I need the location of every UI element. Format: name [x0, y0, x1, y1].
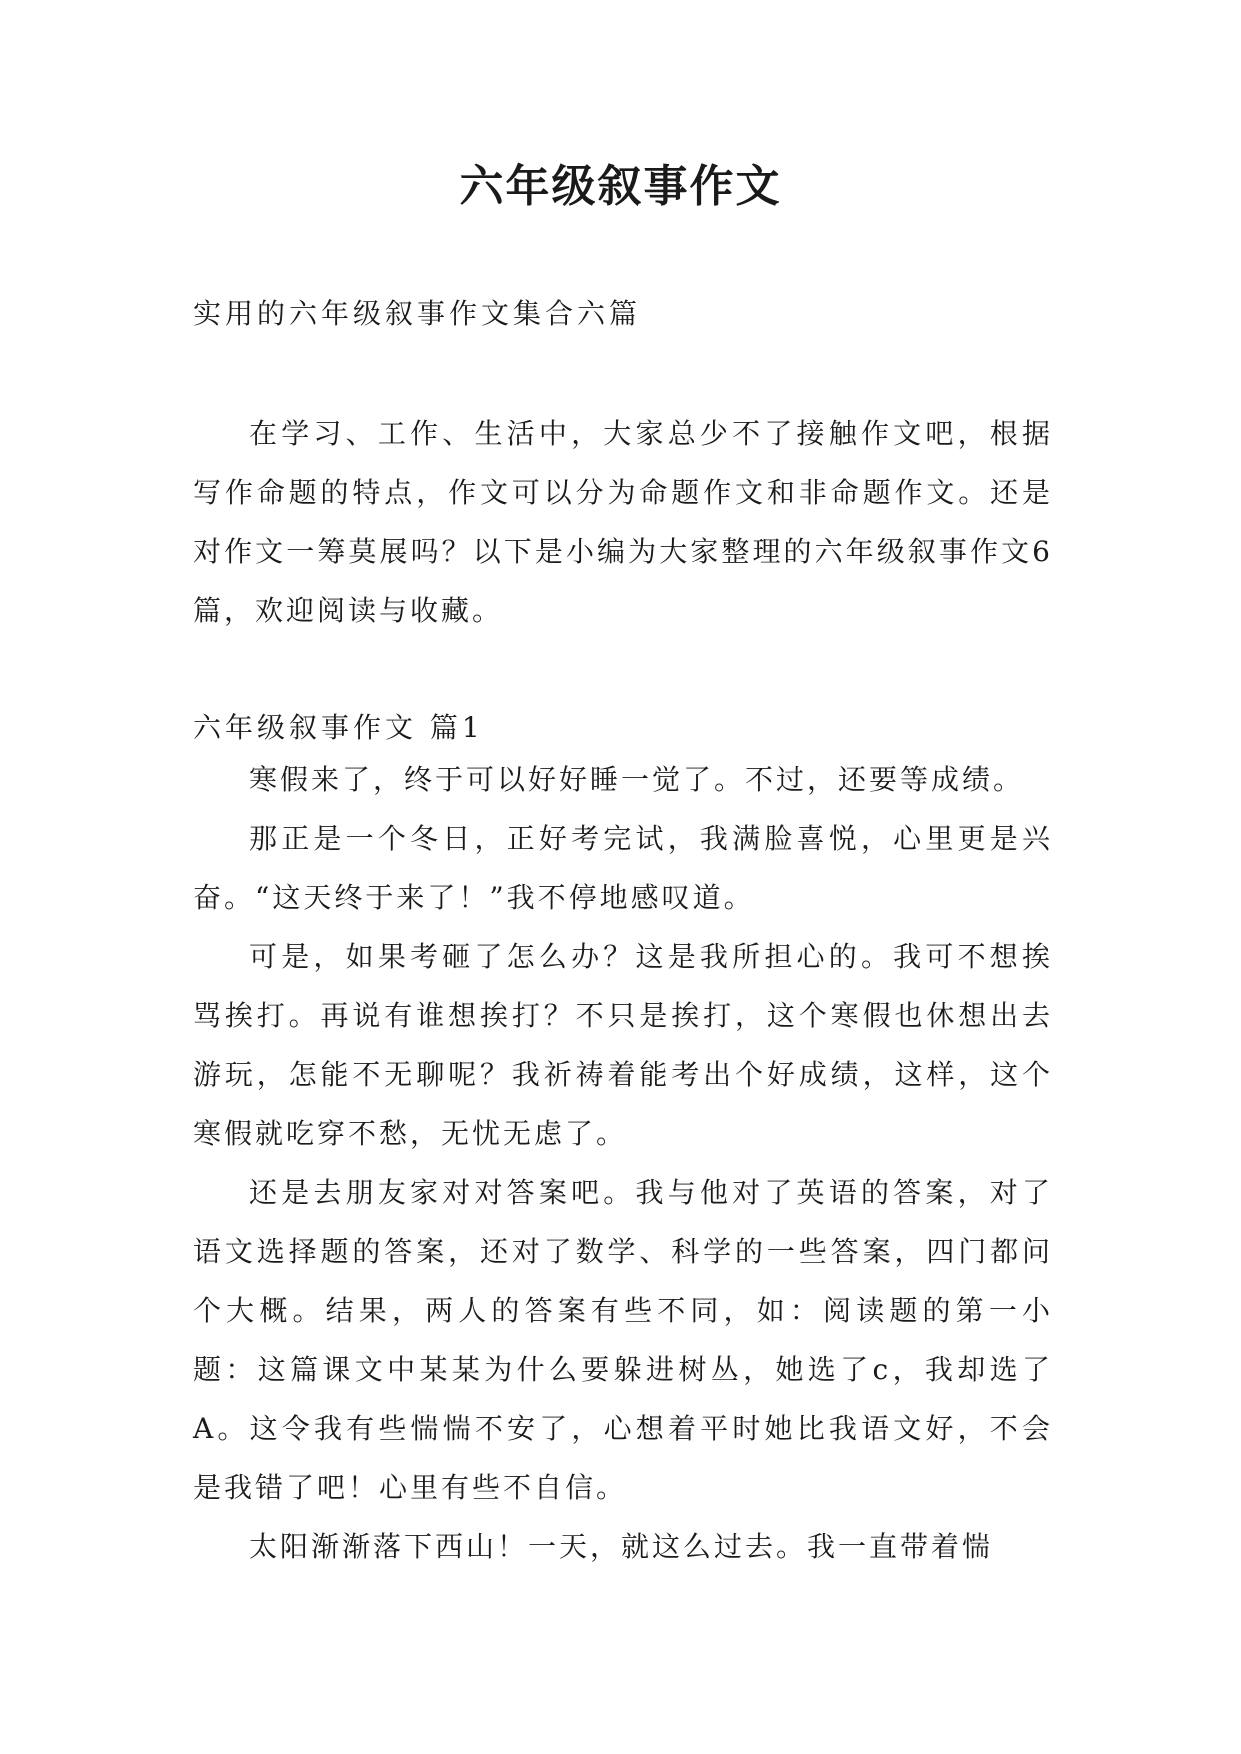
article-paragraph: 还是去朋友家对对答案吧。我与他对了英语的答案，对了语文选择题的答案，还对了数学、科学的一些答案，四门都问个大概。结果，两人的答案有些不同，如：阅读题的第一小题：这篇课文中某某为什么要躲进树丛，她选了c，我却选了A。这令我有些惴惴不安了，心想着平时她比我语文好，不会是我错了吧！心里有些不自信。	[193, 1176, 1053, 1504]
section-heading: 六年级叙事作文 篇1	[193, 711, 484, 744]
article-body	[193, 750, 1053, 1576]
article-paragraph: 太阳渐渐落下西山！一天，就这么过去。我一直带着惴	[249, 1530, 994, 1563]
document-subtitle: 实用的六年级叙事作文集合六篇	[193, 297, 642, 330]
intro-paragraph: 在学习、工作、生活中，大家总少不了接触作文吧，根据写作命题的特点，作文可以分为命题作文和非命题作文。还是对作文一筹莫展吗？以下是小编为大家整理的六年级叙事作文6篇，欢迎阅读与收藏。	[193, 417, 1053, 627]
intro-block	[193, 404, 1053, 640]
article-paragraph: 那正是一个冬日，正好考完试，我满脸喜悦，心里更是兴奋。“这天终于来了！”我不停地感叹道。	[193, 822, 1053, 914]
document-title: 六年级叙事作文	[459, 161, 782, 212]
article-paragraph: 寒假来了，终于可以好好睡一觉了。不过，还要等成绩。	[249, 763, 1025, 796]
article-paragraph: 可是，如果考砸了怎么办？这是我所担心的。我可不想挨骂挨打。再说有谁想挨打？不只是挨打，这个寒假也休想出去游玩，怎能不无聊呢？我祈祷着能考出个好成绩，这样，这个寒假就吃穿不愁，无忧无虑了。	[193, 940, 1053, 1150]
